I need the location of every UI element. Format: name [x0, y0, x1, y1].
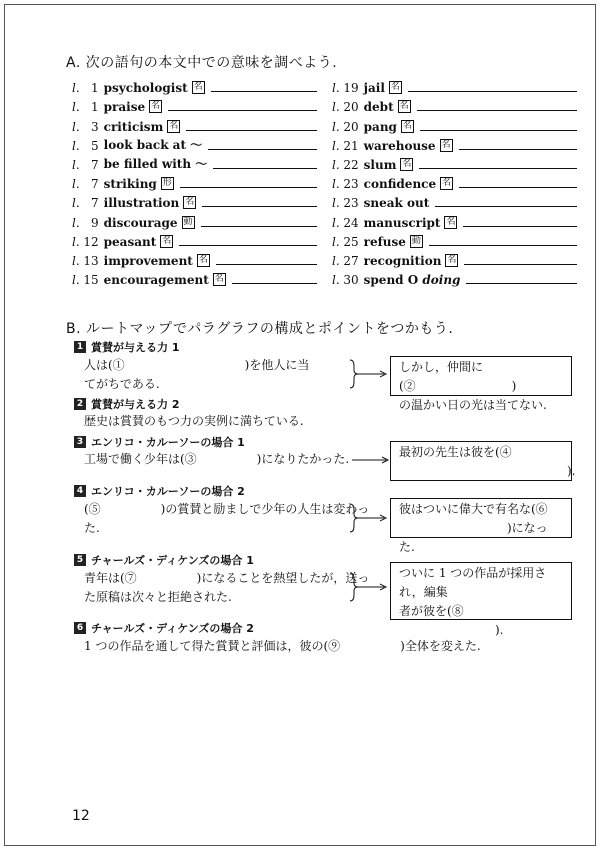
vocab-row: [332, 153, 577, 172]
vocab-row: [72, 210, 317, 229]
paragraph-5-heading: [74, 552, 254, 568]
paragraph-4-box: [390, 498, 572, 554]
answer-blank[interactable]: [232, 283, 317, 284]
brace-arrow: [348, 502, 390, 534]
line-label: l.: [72, 177, 80, 192]
line-label: l.: [72, 157, 80, 172]
paragraph-2-heading: [74, 396, 179, 412]
word-text: praise: [103, 100, 146, 115]
paragraph-number: 6: [74, 622, 86, 634]
brace-arrow: [348, 571, 390, 603]
line-number: 1: [91, 100, 99, 115]
vocab-word: [364, 216, 441, 230]
line-number: 3: [91, 119, 99, 134]
vocab-word: [104, 216, 178, 230]
word-text: warehouse: [363, 138, 436, 153]
part-of-speech-badge: 名: [446, 216, 456, 227]
answer-blank[interactable]: [201, 226, 317, 227]
answer-blank[interactable]: [435, 206, 577, 207]
vocab-column-left: [72, 76, 317, 287]
vocab-row: [72, 95, 317, 114]
vocab-word: [364, 254, 442, 268]
word-text: striking: [103, 177, 157, 192]
line-label: l.: [332, 234, 340, 249]
paragraph-5-text: [84, 569, 369, 607]
paragraph-1-text: [84, 356, 309, 394]
arrow: [350, 452, 392, 468]
paragraph-number: 5: [74, 554, 86, 566]
answer-blank[interactable]: [459, 149, 577, 150]
paragraph-number: 4: [74, 485, 86, 497]
text-line: 青年は(⑦ )になることを熱望したが，送っ: [84, 571, 370, 585]
vocab-word: [104, 196, 180, 210]
line-label: l.: [332, 177, 340, 192]
word-text: be filled with ～: [103, 156, 208, 171]
answer-blank[interactable]: [459, 187, 577, 188]
text-line: (⑤ )の賞賛と励ましで少年の人生は変わっ: [84, 502, 370, 516]
line-number: 9: [91, 215, 99, 230]
paragraph-number: 3: [74, 436, 86, 448]
word-text: manuscript: [363, 215, 441, 230]
paragraph-heading-text: エンリコ・カルーソーの場合 2: [91, 485, 245, 498]
part-of-speech-badge: 動: [183, 216, 193, 227]
part-of-speech-badge: 名: [390, 82, 400, 93]
vocab-row: [72, 153, 317, 172]
paragraph-heading-text: チャールズ・ディケンズの場合 2: [91, 622, 254, 635]
vocab-word: [104, 254, 193, 268]
vocab-word: [364, 120, 397, 134]
line-label: l.: [332, 119, 340, 134]
vocab-row: [332, 230, 577, 249]
vocab-row: [72, 268, 317, 287]
vocab-row: [332, 172, 577, 191]
answer-blank[interactable]: [202, 206, 317, 207]
vocab-row: [332, 76, 577, 95]
paragraph-4-text: [84, 500, 369, 538]
vocab-row: [332, 114, 577, 133]
answer-blank[interactable]: [180, 187, 317, 188]
vocab-column-right: [332, 76, 577, 287]
answer-blank[interactable]: [208, 149, 317, 150]
answer-blank[interactable]: [408, 91, 577, 92]
word-text: refuse: [363, 234, 406, 249]
box-line: ).: [399, 623, 504, 637]
vocab-row: [332, 95, 577, 114]
word-text: discourage: [103, 215, 178, 230]
vocab-row: [332, 210, 577, 229]
vocab-word: [364, 139, 436, 153]
vocab-row: [72, 191, 317, 210]
line-number: 1: [91, 81, 99, 96]
answer-blank[interactable]: [417, 110, 577, 111]
vocab-row: [72, 249, 317, 268]
paragraph-heading-text: エンリコ・カルーソーの場合 1: [91, 436, 245, 449]
box-line: 彼はついに偉大で有名な(⑥: [399, 502, 548, 516]
paragraph-5-box: [390, 562, 572, 637]
vocab-row: [72, 230, 317, 249]
part-of-speech-badge: 名: [441, 139, 451, 150]
paragraph-1-heading: [74, 339, 179, 355]
vocab-word: [104, 235, 157, 249]
part-of-speech-badge: 名: [447, 254, 457, 265]
paragraph-4-heading: [74, 483, 245, 499]
line-number: 7: [91, 177, 99, 192]
text-line: 人は(① )を他人に当: [84, 358, 310, 372]
part-of-speech-badge: 名: [442, 178, 452, 189]
text-line: た.: [84, 521, 100, 535]
vocab-word: [104, 136, 203, 153]
line-label: l.: [72, 234, 80, 249]
part-of-speech-badge: 動: [411, 235, 421, 246]
answer-blank[interactable]: [466, 283, 577, 284]
vocab-word: [364, 81, 385, 95]
vocab-word: [364, 235, 406, 249]
line-label: l.: [72, 138, 80, 153]
line-label: l.: [332, 100, 340, 115]
line-number: 23: [343, 196, 359, 211]
answer-blank[interactable]: [213, 168, 317, 169]
answer-blank[interactable]: [186, 130, 317, 131]
line-number: 15: [83, 273, 99, 288]
word-text: criticism: [103, 119, 164, 134]
line-label: l.: [332, 273, 340, 288]
line-number: 5: [91, 138, 99, 153]
paragraph-heading-text: 賞賛が与える力 1: [91, 341, 180, 354]
box-line: ついに 1 つの作品が採用され，編集: [399, 566, 547, 599]
part-of-speech-badge: 名: [162, 235, 172, 246]
paragraph-number: 2: [74, 398, 86, 410]
line-number: 20: [343, 119, 359, 134]
part-of-speech-badge: 形: [162, 178, 172, 189]
vocab-word: [104, 155, 208, 172]
section-b-title: B. ルートマップでパラグラフの構成とポイントをつかもう.: [66, 321, 454, 337]
line-label: l.: [72, 215, 80, 230]
box-line: しかし，仲間に(② ): [399, 360, 517, 393]
line-label: l.: [332, 81, 340, 96]
vocab-word: [364, 158, 397, 172]
paragraph-6-heading: [74, 620, 254, 636]
line-number: 13: [83, 253, 99, 268]
line-number: 7: [91, 157, 99, 172]
box-line: ).: [399, 464, 576, 478]
line-number: 22: [343, 157, 359, 172]
word-text: pang: [363, 119, 397, 134]
line-label: l.: [332, 215, 340, 230]
line-label: l.: [72, 196, 80, 211]
word-text: jail: [363, 81, 385, 96]
answer-blank[interactable]: [179, 245, 317, 246]
line-number: 7: [91, 196, 99, 211]
line-number: 27: [343, 253, 359, 268]
paragraph-heading-text: チャールズ・ディケンズの場合 1: [91, 554, 254, 567]
part-of-speech-badge: 名: [198, 254, 208, 265]
vocab-word: [364, 273, 461, 287]
part-of-speech-badge: 名: [214, 274, 224, 285]
word-text: psychologist: [103, 81, 188, 96]
text-line: 1 つの作品を通して得た賞賛と評価は，彼の(⑨ )全体を変えた.: [84, 639, 481, 653]
page-number: 12: [72, 808, 90, 824]
word-text: debt: [363, 100, 394, 115]
line-number: 30: [343, 273, 359, 288]
word-text: recognition: [363, 253, 442, 268]
word-text: sneak out: [363, 196, 430, 211]
text-line: 歴史は賞賛のもつ力の実例に満ちている.: [84, 414, 304, 428]
vocab-row: [332, 249, 577, 268]
vocab-row: [332, 134, 577, 153]
vocab-row: [332, 268, 577, 287]
answer-blank[interactable]: [463, 226, 577, 227]
line-number: 12: [83, 234, 99, 249]
part-of-speech-badge: 名: [169, 120, 179, 131]
answer-blank[interactable]: [211, 91, 317, 92]
vocab-word: [364, 177, 436, 191]
word-text: spend O: [363, 273, 419, 288]
line-label: l.: [72, 81, 80, 96]
answer-blank[interactable]: [429, 245, 577, 246]
vocab-word: [104, 177, 157, 191]
line-label: l.: [332, 138, 340, 153]
line-number: 19: [343, 81, 359, 96]
word-text: look back at ～: [103, 137, 203, 152]
answer-blank[interactable]: [420, 130, 577, 131]
vocab-word: [104, 120, 164, 134]
paragraph-heading-text: 賞賛が与える力 2: [91, 398, 180, 411]
line-label: l.: [332, 196, 340, 211]
word-italic: doing: [422, 273, 461, 288]
line-number: 25: [343, 234, 359, 249]
word-text: confidence: [363, 177, 437, 192]
text-line: 工場で働く少年は(③ )になりたかった.: [84, 452, 350, 466]
line-label: l.: [332, 157, 340, 172]
text-line: た原稿は次々と拒絶された.: [84, 590, 232, 604]
vocab-row: [72, 76, 317, 95]
word-text: slum: [363, 157, 397, 172]
part-of-speech-badge: 名: [402, 120, 412, 131]
line-number: 20: [343, 100, 359, 115]
word-text: encouragement: [103, 273, 209, 288]
box-line: 最初の先生は彼を(④: [399, 445, 512, 459]
answer-blank[interactable]: [216, 264, 317, 265]
part-of-speech-badge: 名: [193, 82, 203, 93]
part-of-speech-badge: 名: [402, 158, 412, 169]
answer-blank[interactable]: [464, 264, 577, 265]
line-label: l.: [72, 100, 80, 115]
paragraph-3-box: [390, 441, 576, 481]
line-number: 23: [343, 177, 359, 192]
line-number: 24: [343, 215, 359, 230]
text-line: てがちである.: [84, 377, 160, 391]
line-label: l.: [72, 253, 80, 268]
paragraph-3-heading: [74, 434, 245, 450]
vocab-row: [332, 191, 577, 210]
vocab-word: [104, 81, 188, 95]
paragraph-2-text: [84, 412, 304, 431]
box-line: の温かい日の光は当てない.: [399, 398, 547, 412]
word-text: peasant: [103, 234, 157, 249]
paragraph-3-text: [84, 450, 349, 469]
vocab-row: [72, 134, 317, 153]
section-a-title: A. 次の語句の本文中での意味を調べよう.: [66, 55, 338, 71]
paragraph-number: 1: [74, 341, 86, 353]
vocab-row: [72, 172, 317, 191]
answer-blank[interactable]: [419, 168, 577, 169]
line-label: l.: [332, 253, 340, 268]
part-of-speech-badge: 名: [185, 197, 195, 208]
line-number: 21: [343, 138, 359, 153]
box-line: )になった.: [399, 521, 548, 554]
paragraph-6-text: [84, 637, 481, 656]
line-label: l.: [72, 119, 80, 134]
vocab-word: [104, 100, 145, 114]
vocab-word: [364, 196, 430, 210]
part-of-speech-badge: 名: [151, 101, 161, 112]
vocab-word: [104, 273, 209, 287]
part-of-speech-badge: 名: [399, 101, 409, 112]
word-text: illustration: [103, 196, 180, 211]
word-text: improvement: [103, 253, 193, 268]
vocab-row: [72, 114, 317, 133]
brace-arrow: [348, 358, 390, 390]
paragraph-1-box: [390, 356, 572, 412]
answer-blank[interactable]: [168, 110, 317, 111]
box-line: 者が彼を(⑧: [399, 604, 464, 618]
line-label: l.: [72, 273, 80, 288]
vocab-word: [364, 100, 394, 114]
